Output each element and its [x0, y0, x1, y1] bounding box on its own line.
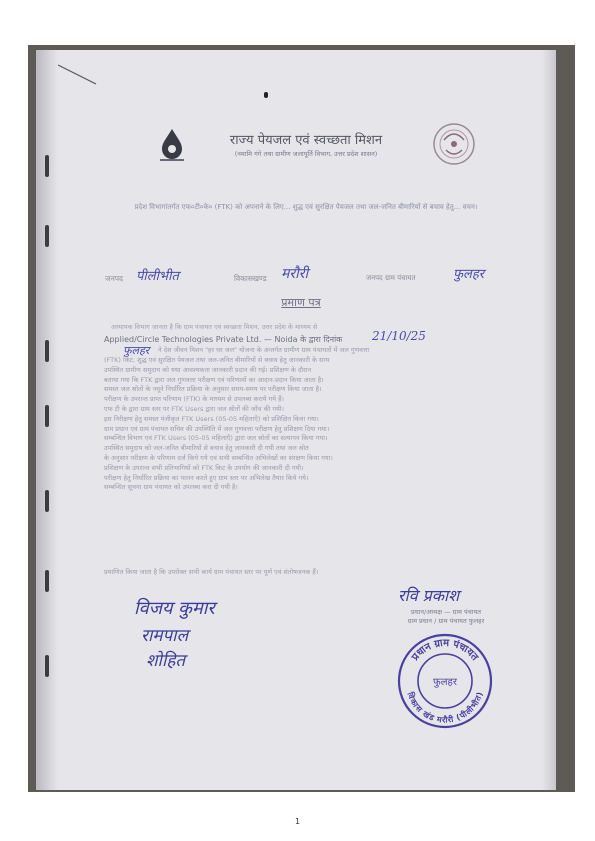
pradhan-title: प्रधान/अध्यक्ष — ग्राम पंचायत: [411, 608, 481, 616]
pradhan-signature: रवि प्रकाश: [398, 586, 460, 605]
witness-signature: रामपाल: [141, 626, 189, 646]
intro-paragraph: प्रदेश विभागांतर्गत एफ०टी०के० (FTK) को अपनाने के लिए... शुद्ध एवं सुरक्षित पेयजल तथा जल-जनित बीमारियों से बचाव हेतु... वचन।: [134, 203, 478, 211]
village-handwritten: फुलहर: [123, 344, 150, 357]
stamp-ring-text: प्रधान ग्राम पंचायत: [409, 637, 481, 663]
department-subtitle: (नमामि गंगे तथा ग्रामीण जलापूर्ति विभाग, उत्तर प्रदेश शासन): [234, 150, 378, 158]
body-line: (FTK) किट, शुद्ध एवं सुरक्षित पेयजल तथा जल-जनित बीमारियों से बचाव हेतु जानकारी के साथ: [104, 356, 330, 364]
body-paragraph: [158, 346, 528, 356]
up-govt-emblem-icon: [429, 120, 479, 168]
binder-hole: [45, 490, 49, 512]
binder-hole: [45, 155, 49, 177]
svg-text:विकास खंड मरौरी (पीलीभीत): [405, 690, 484, 725]
body-line: इस निरीक्षण हेतु समस्त पंजीकृत FTK Users (05-05 महिलाएँ) को प्रशिक्षित किया गया।: [104, 414, 319, 423]
firm-line: Applied/Circle Technologies Private Ltd. — Noida के द्वारा दिनांक: [104, 335, 343, 344]
district-label: जनपद: [105, 274, 123, 283]
body-line: बताया गया कि FTK द्वारा जल गुणवत्ता परीक्षण एवं परिणामों का आदान-प्रदान किया जाता है।: [104, 375, 324, 384]
body-line: के अनुसार परीक्षण के परिणाम दर्ज किये गये एवं सभी सम्बन्धित अभिलेखों का संरक्षण किया गया।: [104, 453, 333, 462]
stamp-bottom-text: विकास खंड मरौरी (पीलीभीत): [405, 690, 485, 725]
binder-hole: [45, 405, 49, 427]
binder-hole: [45, 225, 49, 247]
witness-signature: शोहित: [146, 651, 186, 671]
stamp-center-text: फुलहर: [433, 677, 457, 688]
body-line: परीक्षण हेतु निर्धारित प्रक्रिया का पालन करते हुए ग्राम स्तर पर अभिलेख तैयार किये गये।: [104, 473, 309, 482]
panchayat-value: फुलहर: [453, 267, 485, 282]
body-line: सम्बन्धित विभाग एवं FTK Users (05-05 महिलाएँ) द्वारा जल स्रोतों का सत्यापन किया गया।: [104, 434, 328, 443]
binder-hole: [45, 340, 49, 362]
body-line: परीक्षण के उपरान्त प्राप्त परिणाम (FTK) के माध्यम से उपलब्ध कराये गये हैं।: [104, 395, 285, 404]
corner-crease: [58, 62, 98, 87]
binder-hole: [45, 655, 49, 677]
closing-text: प्रमाणित किया जाता है कि उपरोक्त सभी कार्य ग्राम पंचायत स्तर पर पूर्ण एवं संतोषजनक हैं।: [104, 568, 319, 576]
body-line: ने देश जीवन मिशन "हर घर जल" योजना के अन्तर्गत ग्रामीण ग्राम पंचायतों में जल गुणवत्ता: [158, 346, 369, 354]
body-line: उपस्थित ग्रामीण समुदाय को यथा आवश्यकता जानकारी प्रदान की गई। प्रशिक्षण के दौरान: [104, 365, 312, 374]
panchayat-stamp: [396, 632, 494, 730]
body-line: ग्राम प्रधान एवं ग्राम पंचायत सचिव की उपस्थिति में जल गुणवत्ता परीक्षण हेतु प्रशिक्षण दिया गया।: [104, 424, 330, 433]
jal-jeevan-logo-icon: [154, 125, 190, 165]
certificate-first-line: अध्यापक विभाग जानता है कि ग्राम पंचायत एवं स्वच्छता मिशन, उत्तर प्रदेश के माध्यम से: [111, 323, 318, 331]
body-paragraph-main: [104, 356, 524, 493]
body-line: सम्बन्धित सूचना ग्राम पंचायत को उपलब्ध करा दी गयी है।: [104, 483, 238, 492]
paper-shadow-right: [542, 50, 556, 790]
body-line: उपस्थित समुदाय को जल-जनित बीमारियों से बचाव हेतु जानकारी दी गयी तथा जल स्रोत: [104, 444, 309, 453]
handwritten-date: 21/10/25: [372, 329, 426, 343]
body-line: समस्त जल स्रोतों के नमूने निर्धारित प्रक्रिया के अनुसार समय-समय पर परीक्षण किया जाता है।: [104, 385, 322, 394]
certificate-title: प्रमाण पत्र: [281, 296, 321, 309]
district-value: पीलीभीत: [136, 269, 179, 284]
panchayat-label: जनपद ग्राम पंचायत: [366, 274, 416, 282]
page-number: 1: [294, 817, 301, 826]
certificate-sheet: [36, 50, 556, 790]
department-title: राज्य पेयजल एवं स्वच्छता मिशन: [229, 133, 383, 148]
pradhan-subtitle: ग्राम प्रधान / ग्राम पंचायत फुलहर: [407, 617, 485, 625]
block-value: मरौरी: [281, 266, 309, 282]
binder-hole: [45, 570, 49, 592]
witness-signature: विजय कुमार: [134, 598, 215, 619]
body-line: प्रशिक्षण के उपरान्त सभी प्रतिभागियों को FTK किट के उपयोग की जानकारी दी गयी।: [104, 463, 304, 472]
ink-dot: [264, 92, 268, 98]
block-label: विकासखण्ड: [234, 274, 267, 283]
body-line: एफ टी के द्वारा ग्राम स्तर पर FTK Users द्वारा जल स्रोतों की जाँच की गयी।: [104, 404, 284, 413]
